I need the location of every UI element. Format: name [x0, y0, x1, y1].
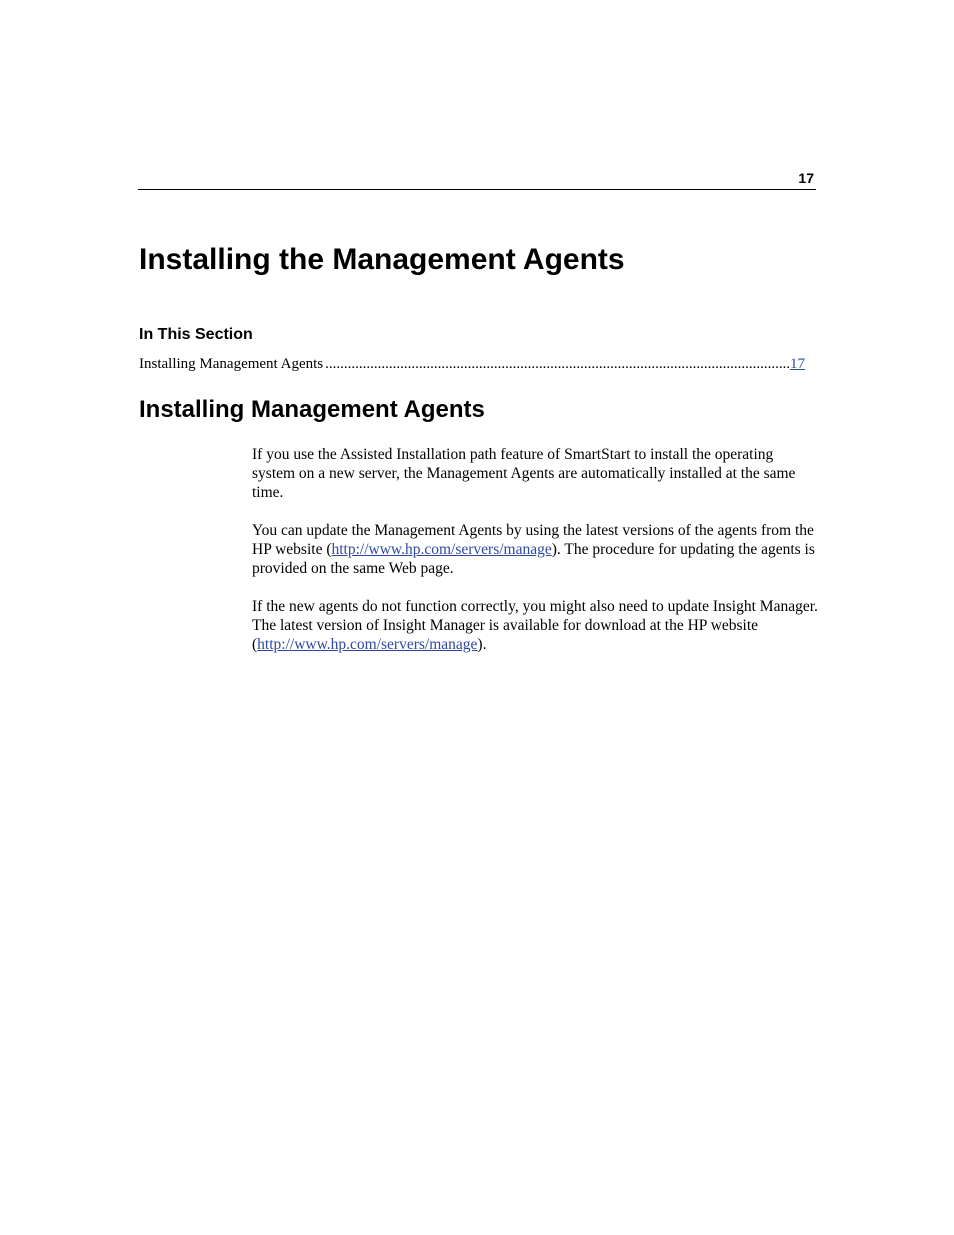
in-this-section-label: In This Section: [139, 326, 253, 343]
toc-dot-leader: [325, 354, 789, 374]
paragraph-text: ).: [477, 636, 487, 653]
toc-page-link[interactable]: 17: [790, 356, 805, 372]
header-rule: [138, 189, 816, 190]
toc-entry: [139, 354, 805, 374]
toc-entry-label: Installing Management Agents: [139, 356, 324, 372]
section-title: Installing Management Agents: [139, 396, 485, 423]
hp-website-link[interactable]: http://www.hp.com/servers/manage: [257, 636, 478, 653]
paragraph-text: You can update the Management Agents by using the latest versions of the agents from the HP website (: [252, 522, 814, 558]
paragraph-insight-manager: [252, 597, 818, 654]
paragraph-text: ). The procedure for updating the agents is provided on the same Web page.: [252, 541, 815, 577]
chapter-title: Installing the Management Agents: [139, 243, 625, 276]
hp-website-link[interactable]: http://www.hp.com/servers/manage: [331, 541, 552, 558]
paragraph-text: If the new agents do not function correctly, you might also need to update Insight Manager. The latest version of Insight Manager is available for download at the HP website (: [252, 598, 818, 653]
page-number: 17: [798, 170, 814, 186]
paragraph-text: If you use the Assisted Installation path feature of SmartStart to install the operating system on a new server, the Management Agents are automatically installed at the same time.: [252, 446, 796, 501]
paragraph-smartstart: [252, 445, 818, 502]
paragraph-update-agents: [252, 521, 818, 578]
